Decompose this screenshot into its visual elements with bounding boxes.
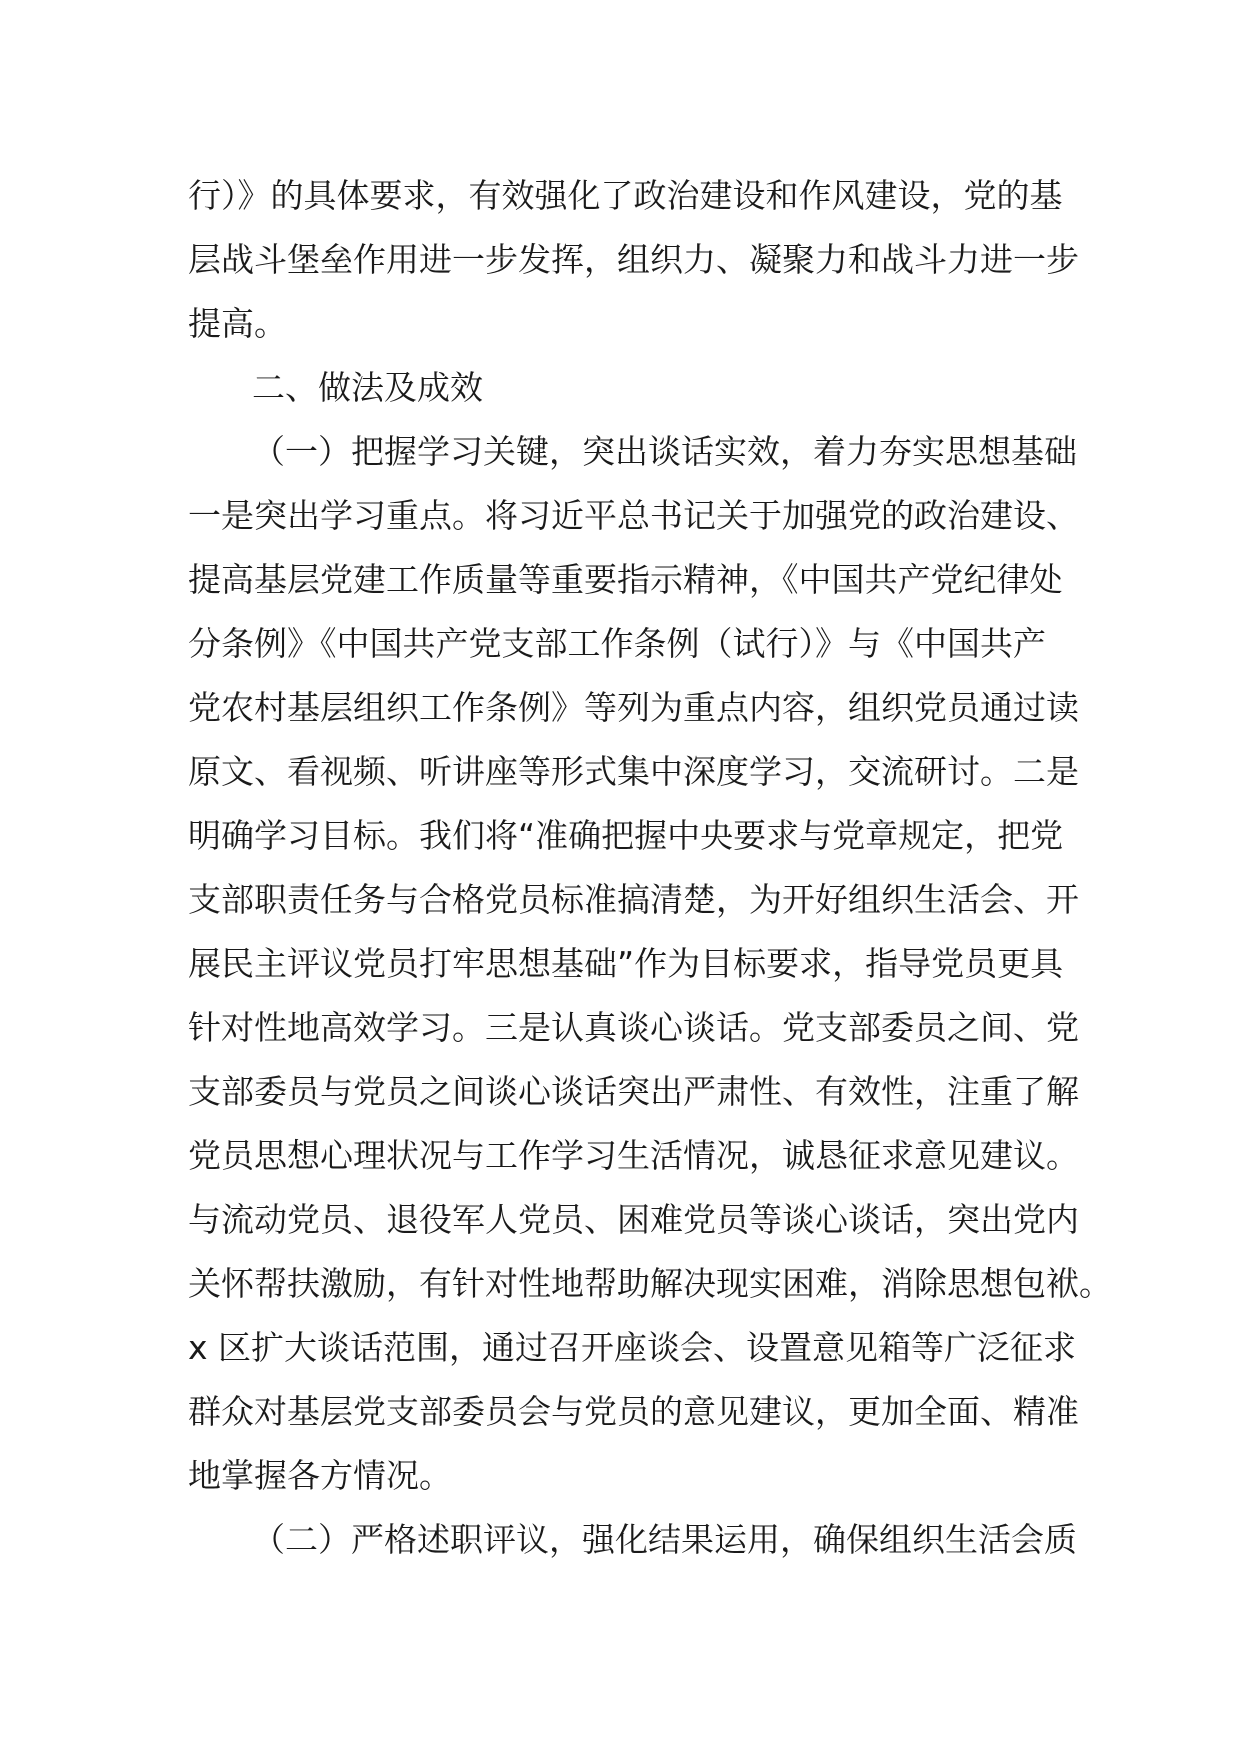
section-heading: 二、做法及成效 — [252, 368, 483, 407]
text-line-1: 行）》的具体要求，有效强化了政治建设和作风建设，党的基 — [188, 176, 1063, 215]
text-line-14: 针对性地高效学习。三是认真谈心谈话。党支部委员之间、党 — [188, 1008, 1079, 1047]
text-line-17: 与流动党员、退役军人党员、困难党员等谈心谈话，突出党内 — [188, 1200, 1079, 1239]
text-line-10: 原文、看视频、听讲座等形式集中深度学习，交流研讨。二是 — [188, 752, 1079, 791]
text-line-7: 提高基层党建工作质量等重要指示精神，《中国共产党纪律处 — [188, 560, 1063, 599]
subsection-heading-2: （二）严格述职评议，强化结果运用，确保组织生活会质 — [252, 1520, 1077, 1559]
text-line-16: 党员思想心理状况与工作学习生活情况，诚恳征求意见建议。 — [188, 1136, 1079, 1175]
text-line-19: x 区扩大谈话范围，通过召开座谈会、设置意见箱等广泛征求 — [188, 1328, 1077, 1367]
text-line-3: 提高。 — [188, 304, 287, 343]
text-line-2: 层战斗堡垒作用进一步发挥，组织力、凝聚力和战斗力进一步 — [188, 240, 1079, 279]
text-line-18: 关怀帮扶激励，有针对性地帮助解决现实困难，消除思想包袱。 — [188, 1264, 1112, 1303]
text-line-21: 地掌握各方情况。 — [188, 1456, 452, 1495]
text-line-20: 群众对基层党支部委员会与党员的意见建议，更加全面、精准 — [188, 1392, 1079, 1431]
text-line-9: 党农村基层组织工作条例》等列为重点内容，组织党员通过读 — [188, 688, 1079, 727]
text-line-12: 支部职责任务与合格党员标准搞清楚，为开好组织生活会、开 — [188, 880, 1079, 919]
text-line-8: 分条例》《中国共产党支部工作条例（试行）》与《中国共产 — [188, 624, 1046, 663]
text-line-6: 一是突出学习重点。将习近平总书记关于加强党的政治建设、 — [188, 496, 1079, 535]
text-line-13: 展民主评议党员打牢思想基础”作为目标要求，指导党员更具 — [188, 944, 1064, 983]
text-line-11: 明确学习目标。我们将“准确把握中央要求与党章规定，把党 — [188, 816, 1064, 855]
text-line-15: 支部委员与党员之间谈心谈话突出严肃性、有效性，注重了解 — [188, 1072, 1079, 1111]
subsection-heading-1: （一）把握学习关键，突出谈话实效，着力夯实思想基础 — [252, 432, 1077, 471]
